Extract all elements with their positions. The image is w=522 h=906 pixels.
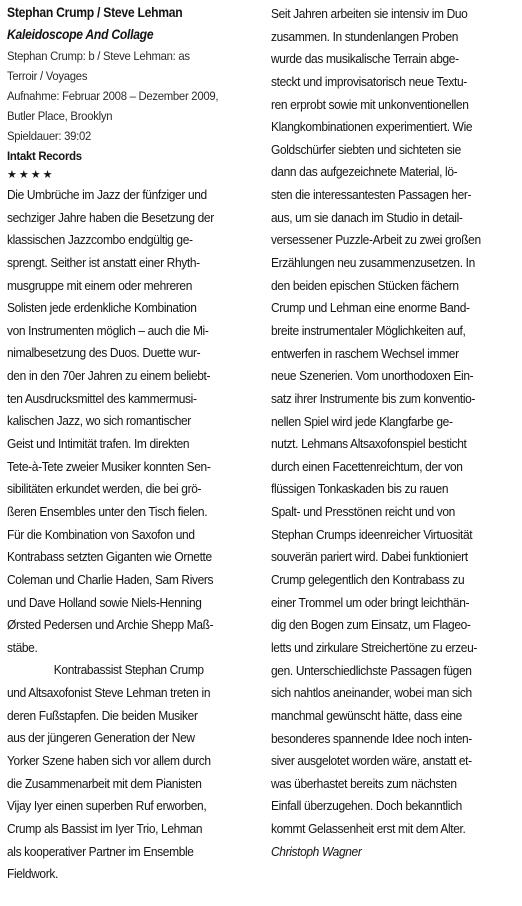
text-line: ßeren Ensembles unter den Tisch fielen.	[7, 503, 208, 519]
text-line: aus, um sie danach im Studio in detail-	[271, 209, 463, 225]
record-label: Intakt Records	[7, 149, 82, 163]
text-line: musgruppe mit einem oder mehreren	[7, 277, 193, 293]
text-line: Stephan Crumps ideenreicher Virtuosität	[271, 526, 473, 542]
recording-date-line: Aufnahme: Februar 2008 – Dezember 2009,	[7, 89, 219, 103]
text-line: nutzt. Lehmans Altsaxofonspiel besticht	[271, 436, 467, 452]
text-line: nimalbesetzung des Duos. Duette wur-	[7, 345, 201, 361]
text-line: Crump als Bassist im Iyer Trio, Lehman	[7, 820, 203, 836]
text-line: klassischen Jazzcombo endgültig ge-	[7, 232, 193, 248]
text-line: Für die Kombination von Saxofon und	[7, 526, 195, 542]
text-line: sechziger Jahre haben die Besetzung der	[7, 209, 214, 225]
text-line: sibilitäten erkundet werden, die bei grö-	[7, 481, 202, 497]
text-line: Coleman und Charlie Haden, Sam Rivers	[7, 571, 214, 587]
text-line: steckt und improvisatorisch neue Textu-	[271, 73, 467, 89]
text-line: Kontrabass setzten Giganten wie Ornette	[7, 549, 212, 565]
text-line: als kooperativer Partner im Ensemble	[7, 843, 194, 859]
text-line: sten die interessantesten Passagen her-	[271, 187, 472, 203]
text-line: was überhastet bereits zum nächsten	[271, 775, 457, 791]
text-line: ren erprobt sowie mit unkonventionellen	[271, 96, 469, 112]
text-line: neue Szenerien. Vom unorthodoxen Ein-	[271, 368, 474, 384]
text-line: wurde das musikalische Terrain abge-	[271, 51, 459, 67]
album-title: Kaleidoscope And Collage	[7, 27, 154, 42]
text-line: Kontrabassist Stephan Crump	[53, 662, 204, 678]
text-line: und Dave Holland sowie Niels-Henning	[7, 594, 202, 610]
rating-stars: ★★★★	[7, 169, 55, 181]
text-line: flüssigen Tonkaskaden bis zu rauen	[271, 481, 449, 497]
text-line: Crump und Lehman eine enorme Band-	[271, 300, 470, 316]
text-line: die Zusammenarbeit mit dem Pianisten	[7, 775, 202, 791]
recording-place-line: Butler Place, Brooklyn	[7, 109, 113, 123]
text-line: Klangkombinationen experimentiert. Wie	[271, 119, 473, 135]
text-line: Die Umbrüche im Jazz der fünfziger und	[7, 187, 207, 202]
right-body-text	[271, 3, 519, 863]
text-line: von Instrumenten möglich – auch die Mi-	[7, 322, 209, 338]
text-line: gen. Unterschiedlichste Passagen fügen	[271, 662, 472, 678]
text-line: Erzählungen neu zusammenzusetzen. In	[271, 255, 475, 271]
text-line: Einfall überzugehen. Doch bekanntlich	[271, 798, 462, 814]
text-line: Vijay Iyer einen superben Ruf erworben,	[7, 798, 207, 814]
text-line: breite instrumentaler Möglichkeiten auf,	[271, 322, 466, 338]
label-series-line: Terroir / Voyages	[7, 69, 88, 83]
left-body-text	[7, 184, 260, 886]
text-line: stäbe.	[7, 639, 38, 655]
text-line: deren Fußstapfen. Die beiden Musiker	[7, 707, 198, 723]
text-line: dig den Bogen zum Einsatz, um Flageo-	[271, 617, 471, 633]
text-line: sich nahtlos aneinander, wobei man sich	[271, 685, 472, 701]
text-line: versessener Puzzle-Arbeit zu zwei großen	[271, 232, 481, 248]
text-line: Crump gelegentlich den Kontrabass zu	[271, 572, 465, 588]
text-line: Geist und Intimität trafen. Im direkten	[7, 436, 190, 452]
text-line: manchmal gewünscht hätte, dass eine	[271, 707, 462, 723]
right-column	[271, 3, 519, 863]
text-line: durch einen Facettenreichtum, der von	[271, 458, 463, 474]
text-line: aus der jüngeren Generation der New	[7, 730, 195, 746]
text-line: siver ausgelotet worden wäre, anstatt et-	[271, 753, 472, 769]
duration-line: Spieldauer: 39:02	[7, 129, 92, 143]
text-line: souverän pariert wird. Dabei funktioniert	[271, 549, 468, 565]
text-line: dann das aufgezeichnete Material, lö-	[271, 164, 458, 180]
text-line: und Altsaxofonist Steve Lehman treten in	[7, 685, 211, 701]
review-title: Stephan Crump / Steve Lehman	[7, 5, 183, 20]
text-line: Ørsted Pedersen und Archie Shepp Maß-	[7, 617, 214, 633]
text-line: ten Ausdrucksmittel des kammermusi-	[7, 390, 197, 406]
text-line: nellen Spiel wird jede Klangfarbe ge-	[271, 413, 453, 429]
text-line: entwerfen in raschem Wechsel immer	[271, 345, 459, 361]
text-line: Tete-à-Tete zweier Musiker konnten Sen-	[7, 458, 211, 474]
review-author: Christoph Wagner	[271, 843, 362, 859]
text-line: den in den 70er Jahren zu einem beliebt-	[7, 368, 211, 384]
text-line: Solisten jede erdenkliche Kombination	[7, 300, 197, 316]
text-line: Yorker Szene haben sich vor allem durch	[7, 753, 211, 769]
text-line: einer Trommel um oder bringt leichthän-	[271, 594, 470, 610]
personnel-line: Stephan Crump: b / Steve Lehman: as	[7, 49, 190, 63]
text-line: Seit Jahren arbeiten sie intensiv im Duo	[271, 6, 468, 21]
text-line: zusammen. In stundenlangen Proben	[271, 28, 459, 44]
text-line: Fieldwork.	[7, 866, 58, 882]
left-column	[7, 2, 260, 886]
text-line: den beiden epischen Stücken fächern	[271, 277, 459, 293]
text-line: Goldschürfer siebten und sichteten sie	[271, 141, 461, 157]
text-line: satz ihrer Instrumente bis zum konventio-	[271, 390, 476, 406]
text-line: besonderes spannende Idee noch inten-	[271, 730, 472, 746]
text-line: Spalt- und Presstönen reicht und von	[271, 504, 455, 520]
text-line: letts und zirkulare Streichertöne zu erzeu-	[271, 639, 478, 655]
text-line: sprengt. Seither ist anstatt einer Rhyth-	[7, 254, 200, 270]
text-line: kalischen Jazz, wo sich romantischer	[7, 413, 191, 429]
text-line: kommt Gelassenheit erst mit dem Alter.	[271, 821, 466, 837]
